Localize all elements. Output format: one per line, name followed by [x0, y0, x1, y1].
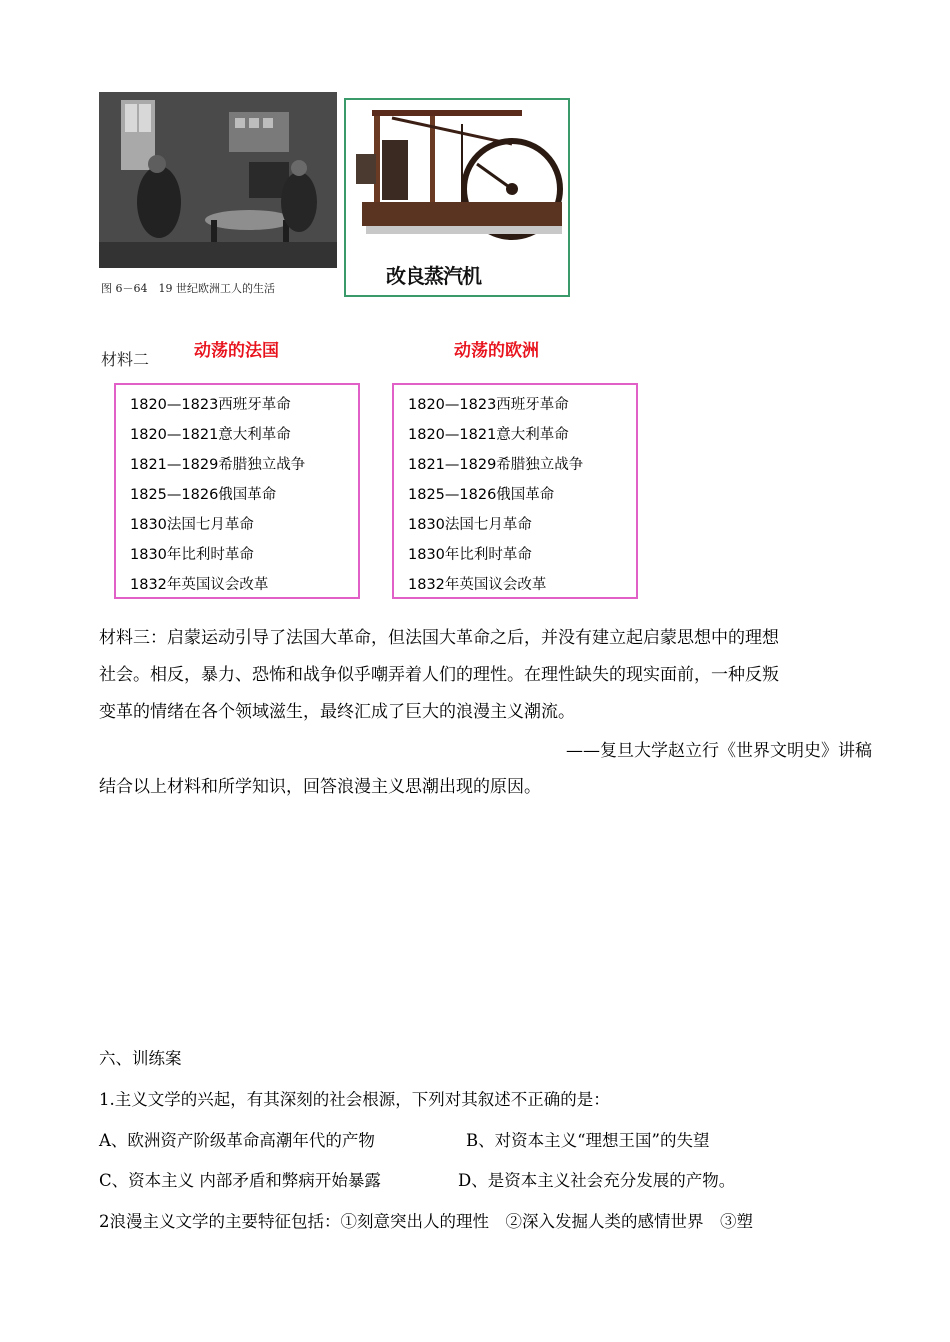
material-three-line-2: 社会。相反，暴力、恐怖和战争似乎嘲弄着人们的理性。在理性缺失的现实面前，一种反叛: [99, 665, 779, 685]
list-item: 1825—1826俄国革命: [408, 487, 555, 503]
training-heading: 六、训练案: [99, 1049, 182, 1068]
question-1: 1.主义文学的兴起，有其深刻的社会根源，下列对其叙述不正确的是：: [99, 1090, 610, 1109]
question-1-option-b: B、对资本主义“理想王国”的失望: [466, 1131, 710, 1150]
list-item: 1830年比利时革命: [130, 547, 254, 563]
list-item: 1821—1829希腊独立战争: [130, 457, 306, 473]
question-2: 2浪漫主义文学的主要特征包括：①刻意突出人的理性 ②深入发掘人类的感情世界 ③塑: [99, 1212, 753, 1231]
list-item: 1820—1823西班牙革命: [130, 397, 291, 413]
list-item: 1820—1821意大利革命: [130, 427, 291, 443]
question-1-option-d: D、是资本主义社会充分发展的产物。: [458, 1171, 736, 1190]
list-item: 1832年英国议会改革: [408, 577, 547, 593]
material-three-line-3: 变革的情绪在各个领域滋生，最终汇成了巨大的浪漫主义潮流。: [99, 702, 575, 722]
turbulent-france-title: 动荡的法国: [194, 341, 279, 361]
workers-life-figure: [99, 92, 337, 300]
list-item: 1830法国七月革命: [130, 517, 254, 533]
question-1-option-a: A、欧洲资产阶级革命高潮年代的产物: [99, 1131, 375, 1150]
turbulent-europe-title: 动荡的欧洲: [454, 341, 539, 361]
steam-engine-label: 改良蒸汽机: [386, 264, 481, 288]
list-item: 1820—1823西班牙革命: [408, 397, 569, 413]
material-two-label: 材料二: [101, 350, 150, 369]
list-item: 1820—1821意大利革命: [408, 427, 569, 443]
list-item: 1830法国七月革命: [408, 517, 532, 533]
list-item: 1832年英国议会改革: [130, 577, 269, 593]
list-item: 1830年比利时革命: [408, 547, 532, 563]
revolutions-list-left: [114, 383, 360, 599]
question-1-option-c: C、资本主义 内部矛盾和弊病开始暴露: [99, 1171, 381, 1190]
revolutions-list-right: [392, 383, 638, 599]
steam-engine-figure: [344, 98, 570, 297]
workers-life-caption: 图 6－64 19 世纪欧洲工人的生活: [101, 282, 275, 295]
steam-engine-illustration: [352, 104, 564, 244]
material-three-source: ——复旦大学赵立行《世界文明史》讲稿: [566, 741, 872, 761]
material-three-line-1: 材料三：启蒙运动引导了法国大革命，但法国大革命之后，并没有建立起启蒙思想中的理想: [99, 628, 779, 648]
list-item: 1825—1826俄国革命: [130, 487, 277, 503]
material-three-question: 结合以上材料和所学知识，回答浪漫主义思潮出现的原因。: [99, 777, 541, 797]
list-item: 1821—1829希腊独立战争: [408, 457, 584, 473]
workers-life-engraving: [99, 92, 337, 268]
